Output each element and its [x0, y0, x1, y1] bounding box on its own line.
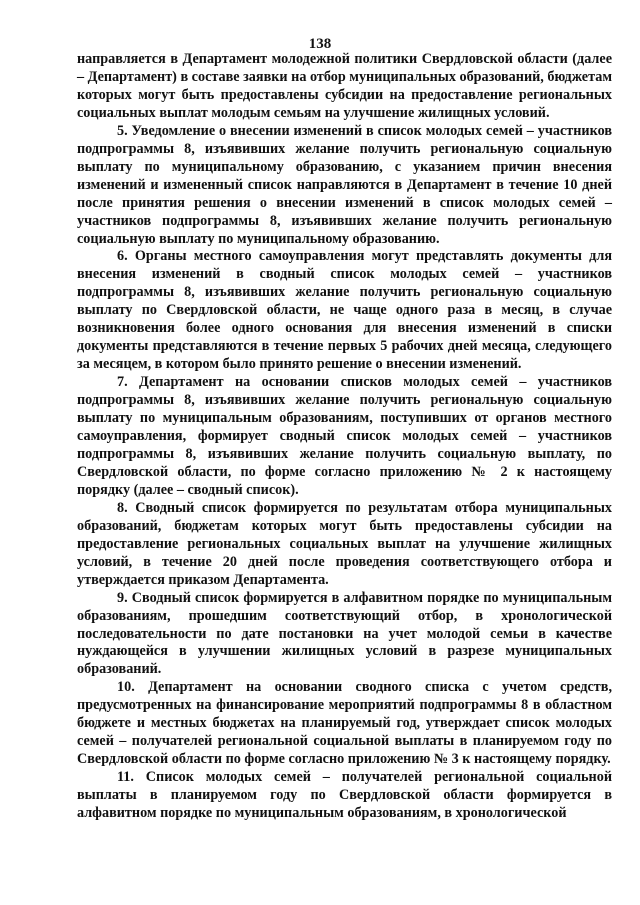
- paragraph-item-7: 7. Департамент на основании списков молодых семей – участников подпрограммы 8, изъявивших желание получить региональную социальную выплату по муниципальным образованиям, поступивших от органов местного самоуправления, формирует сводный список молодых семей – участников подпрограммы 8, изъявивших желание получить социальную выплату, по Свердловской области, по форме согласно приложению № 2 к настоящему порядку (далее – сводный список).: [77, 374, 612, 498]
- page-number: 138: [308, 36, 332, 52]
- paragraph-item-10: 10. Департамент на основании сводного списка с учетом средств, предусмотренных на финансирование мероприятий подпрограммы 8 в областном бюджете и местных бюджетах на планируемый год, утверждает список молодых семей – получателей региональной социальной выплаты в планируемом году по Свердловской области по форме согласно приложению № 3 к настоящему порядку.: [77, 679, 612, 768]
- paragraph-item-8: 8. Сводный список формируется по результатам отбора муниципальных образований, бюджетам которых могут быть предоставлены субсидии на предоставление региональных социальных выплат на улучшение жилищных условий, в течение 20 дней после проведения соответствующего отбора и утверждается приказом Департамента.: [77, 499, 612, 588]
- paragraph-item-5: 5. Уведомление о внесении изменений в список молодых семей – участников подпрограммы 8, изъявивших желание получить региональную социальную выплату по муниципальному образованию, с указанием причин внесения изменений и измененный список направляются в Департамент в течение 10 дней после принятия решения о внесении изменений в список молодых семей – участников подпрограммы 8, изъявивших желание получить региональную социальную выплату по муниципальному образованию.: [77, 122, 612, 247]
- paragraph-continuation: направляется в Департамент молодежной политики Свердловской области (далее – Департамент) в составе заявки на отбор муниципальных образований, бюджетам которых могут быть предоставлены субсидии на предоставление региональных социальных выплат молодым семьям на улучшение жилищных условий.: [77, 51, 612, 121]
- paragraph-item-9: 9. Сводный список формируется в алфавитном порядке по муниципальным образованиям, прошедшим соответствующий отбор, в хронологической последовательности по дате постановки на учет молодой семьи в качестве нуждающейся в улучшении жилищных условий в разрезе муниципальных образований.: [77, 589, 612, 678]
- paragraph-item-11: 11. Список молодых семей – получателей региональной социальной выплаты в планируемом году по Свердловской области формируется в алфавитном порядке по муниципальным образованиям, в хронологической: [77, 769, 612, 822]
- document-body: [77, 51, 612, 823]
- paragraph-item-6: 6. Органы местного самоуправления могут представлять документы для внесения изменений в сводный список молодых семей – участников подпрограммы 8, изъявивших желание получить региональную социальную выплату по Свердловской области, не чаще одного раза в месяц, в случае возникновения более одного основания для внесения изменений в списки документы представляются в течение первых 5 рабочих дней месяца, следующего за месяцем, в котором было принято решение о внесении изменений.: [77, 248, 612, 373]
